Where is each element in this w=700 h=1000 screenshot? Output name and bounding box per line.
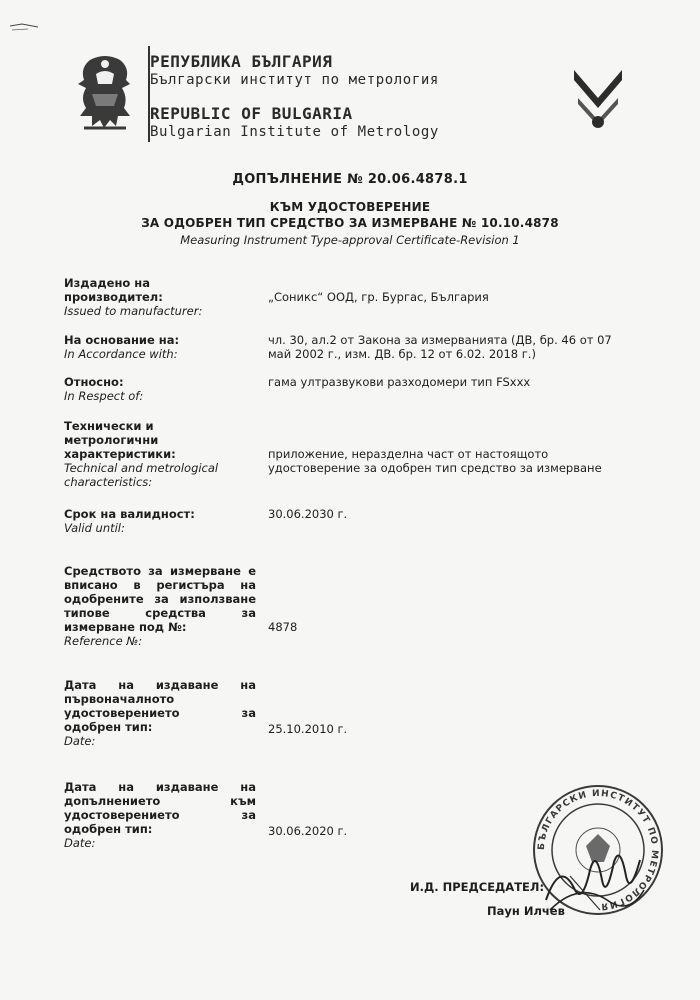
to-certificate-title: КЪМ УДОСТОВЕРЕНИЕ [269, 200, 431, 214]
supplement-date-value: 30.06.2020 г. [268, 824, 348, 838]
original-date-value: 25.10.2010 г. [268, 722, 348, 736]
signatory-title: И.Д. ПРЕДСЕДАТЕЛ: [410, 880, 545, 894]
characteristics-value [268, 447, 663, 475]
header-country-en: REPUBLIC OF BULGARIA [150, 104, 353, 123]
supplement-date-label-bg-1: Дата на издаване на [64, 780, 256, 794]
characteristics-value-line-2: удостоверение за одобрен тип средство за измерване [268, 461, 602, 475]
header-institute-en: Bulgarian Institute of Metrology [150, 124, 439, 140]
scan-mark-icon [8, 20, 44, 34]
reference-label [64, 564, 256, 648]
basis-value [268, 333, 663, 361]
basis-label-en: In Accordance with: [64, 347, 178, 361]
characteristics-label-en-2: characteristics: [64, 475, 153, 489]
issued-label [64, 276, 256, 318]
respect-label-bg: Относно: [64, 375, 124, 389]
original-date-label-bg-4: одобрен тип: [64, 720, 153, 734]
reference-label-bg-1: Средството за измерване е [64, 564, 256, 578]
basis-label [64, 333, 256, 361]
reference-label-bg-4: типове средства за [64, 606, 256, 620]
original-date-label-en: Date: [64, 734, 96, 748]
characteristics-label-bg-2: метрологични [64, 433, 159, 447]
issued-label-bg-1: Издадено на [64, 276, 150, 290]
english-subtitle: Measuring Instrument Type-approval Certificate-Revision 1 [180, 233, 520, 247]
reference-label-bg-5: измерване под №: [64, 620, 187, 634]
respect-label-en: In Respect of: [64, 389, 144, 403]
signatory-name: Паун Илчев [487, 904, 565, 918]
stamp-ring-text: БЪЛГАРСКИ ИНСТИТУТ ПО МЕТРОЛОГИЯ [536, 788, 660, 912]
issued-label-bg-2: производител: [64, 290, 163, 304]
reference-label-bg-2: вписано в регистъра на [64, 578, 256, 592]
coat-of-arms-icon [70, 50, 140, 134]
reference-label-en: Reference №: [64, 634, 143, 648]
original-date-label [64, 678, 256, 748]
basis-label-bg: На основание на: [64, 333, 180, 347]
characteristics-label-bg-1: Технически и [64, 419, 154, 433]
validity-label-en: Valid until: [64, 521, 125, 535]
approval-certificate-title: ЗА ОДОБРЕН ТИП СРЕДСТВО ЗА ИЗМЕРВАНЕ № 10.10.4878 [141, 216, 559, 230]
characteristics-label-en-1: Technical and metrological [64, 461, 219, 475]
validity-label-bg: Срок на валидност: [64, 507, 195, 521]
basis-value-line-2: май 2002 г., изм. ДВ. бр. 12 от 6.02. 2018 г.) [268, 347, 536, 361]
issued-value: „Соникс“ ООД, гр. Бургас, България [268, 290, 489, 304]
reference-value: 4878 [268, 620, 298, 634]
issued-label-en: Issued to manufacturer: [64, 304, 203, 318]
validity-value: 30.06.2030 г. [268, 507, 348, 521]
characteristics-label-bg-3: характеристики: [64, 447, 176, 461]
reference-label-bg-3: одобрените за използване [64, 592, 256, 606]
supplement-date-label-bg-4: одобрен тип: [64, 822, 153, 836]
characteristics-label [64, 419, 256, 489]
supplement-date-label-en: Date: [64, 836, 96, 850]
header-country-bg: РЕПУБЛИКА БЪЛГАРИЯ [150, 52, 333, 71]
supplement-date-label-bg-2: допълнението към [64, 794, 256, 808]
original-date-label-bg-1: Дата на издаване на [64, 678, 256, 692]
supplement-date-label [64, 780, 256, 850]
original-date-label-bg-2: първоначалното [64, 692, 175, 706]
respect-value: гама ултразвукови разходомери тип FSxxx [268, 375, 531, 389]
validity-label [64, 507, 256, 535]
characteristics-value-line-1: приложение, неразделна част от настоящото [268, 447, 549, 461]
supplement-number-title: ДОПЪЛНЕНИЕ № 20.06.4878.1 [232, 172, 468, 187]
original-date-label-bg-3: удостоверението за [64, 706, 256, 720]
respect-label [64, 375, 256, 403]
bim-logo-icon [570, 68, 626, 130]
basis-value-line-1: чл. 30, ал.2 от Закона за измерванията (ДВ, бр. 46 от 07 [268, 333, 612, 347]
header-institute-bg: Български институт по метрология [150, 72, 439, 88]
supplement-date-label-bg-3: удостоверението за [64, 808, 256, 822]
